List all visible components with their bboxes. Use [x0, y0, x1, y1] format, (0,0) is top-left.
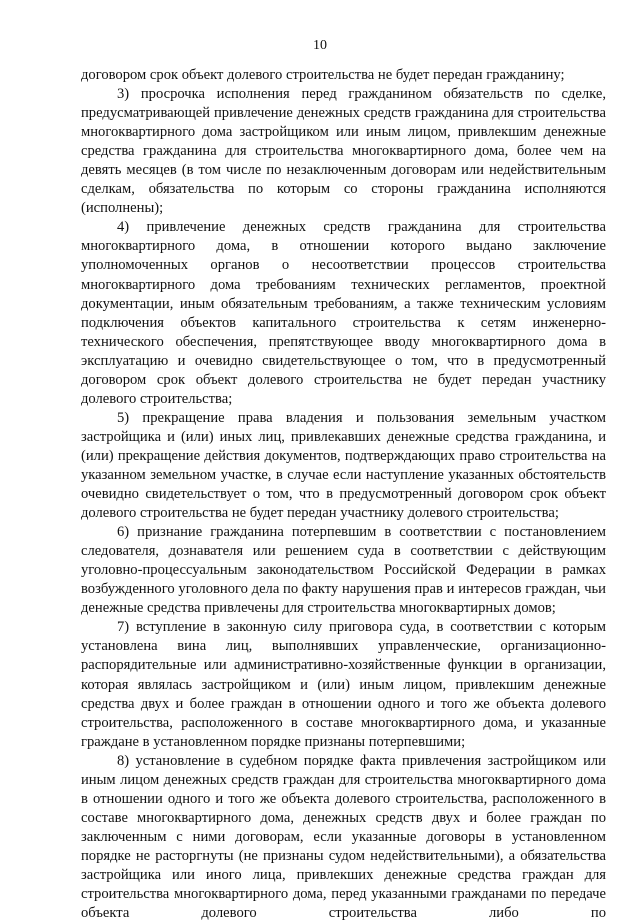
document-body: [81, 66, 606, 923]
paragraph-item-6: 6) признание гражданина потерпевшим в соответствии с постановлением следователя, дознавателя или решением суда в соответствии с действующим уголовно-процессуальным законодательством Российской Федерации в рамках возбужденного уголовного дела по факту нарушения прав и интересов граждан, чьи денежные средства привлечены для строительства многоквартирных домов;: [81, 524, 606, 617]
paragraph-continuation: договором срок объект долевого строительства не будет передан гражданину;: [81, 67, 565, 83]
paragraph-item-4: 4) привлечение денежных средств гражданина для строительства многоквартирного дома, в отношении которого выдано заключение уполномоченных органов о несоответствии процессов строительства многоквартирного дома требованиям технических регламентов, проектной документации, иным обязательным требованиям, а также техническим условиям подключения объектов капитального строительства к сетям инженерно-технического обеспечения, препятствующее вводу многоквартирного дома в эксплуатацию и очевидно свидетельствующее о том, что в предусмотренный договором срок объект долевого строительства не будет передан участнику долевого строительства;: [81, 219, 606, 407]
paragraph-item-7: 7) вступление в законную силу приговора суда, в соответствии с которым установлена вина лиц, выполнявших управленческие, организационно-распорядительные или административно-хозяйственные функции в организации, которая являлась застройщиком и (или) иным лицом, привлекшим денежные средства двух и более граждан в отношении одного и того же объекта долевого строительства, расположенного в составе многоквартирного дома, и указанные граждане в установленном порядке признаны потерпевшими;: [81, 619, 606, 750]
paragraph-item-3: 3) просрочка исполнения перед гражданином обязательств по сделке, предусматривающей привлечение денежных средств гражданина для строительства многоквартирного дома застройщиком или иным лицом, привлекшим денежные средства гражданина для строительства многоквартирного дома, более чем на девять месяцев (в том числе по незаключенным договорам или недействительным сделкам, обязательства по которым со стороны гражданина исполняются (исполнены);: [81, 86, 606, 217]
paragraph-item-5: 5) прекращение права владения и пользования земельным участком застройщика и (или) иных лиц, привлекавших денежные средства гражданина, и (или) прекращение действия документов, подтверждающих право строительства на указанном земельном участке, в случае если наступление указанных обстоятельств очевидно свидетельствует о том, что в предусмотренный договором срок объект долевого строительства не будет передан участнику долевого строительства;: [81, 409, 606, 522]
page-number: 10: [313, 38, 327, 53]
paragraph-item-8: 8) установление в судебном порядке факта привлечения застройщиком или иным лицом денежных средств граждан для строительства многоквартирного дома в отношении одного и того же объекта долевого строительства, расположенного в составе многоквартирного дома, денежных средств двух и более граждан по заключенным с ними договорам, если указанные договоры в установленном порядке не расторгнуты (не признаны судом недействительными), а обязательства застройщика или иного лица, привлекших денежные средства граждан для строительства многоквартирного дома, перед указанными гражданами по передаче объекта долевого строительства либо по: [81, 752, 606, 922]
